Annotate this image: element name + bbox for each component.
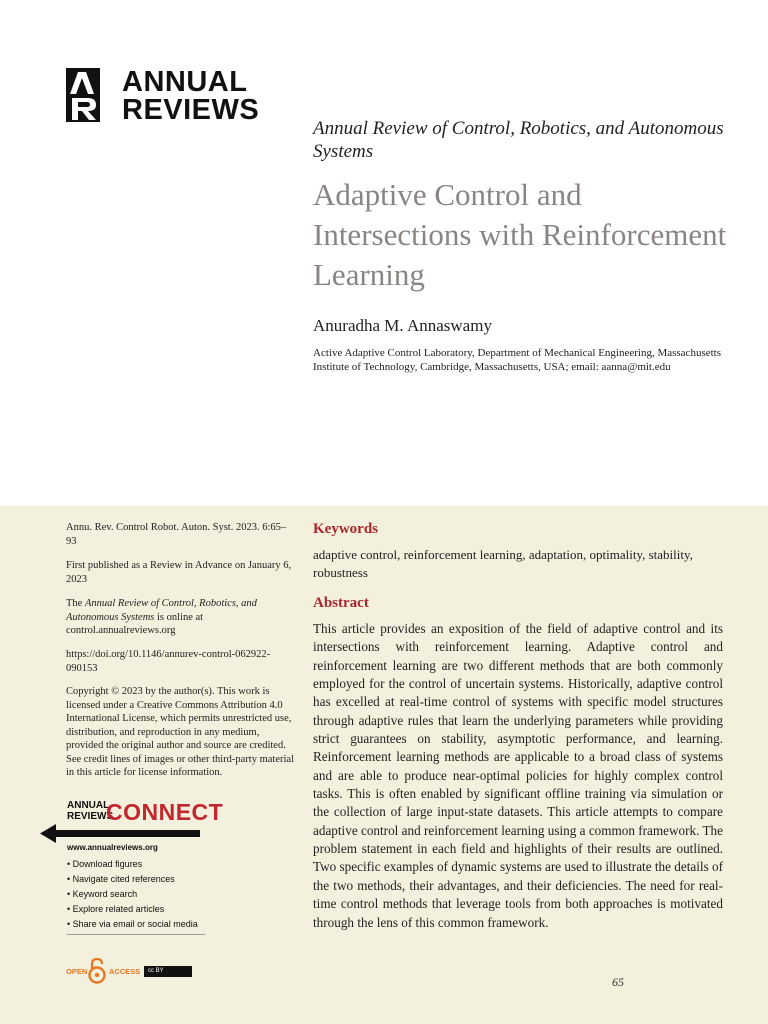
access-label: ACCESS	[109, 967, 141, 976]
online-prefix: The	[66, 598, 85, 609]
keywords-text: adaptive control, reinforcement learning, adaptation, optimality, stability, robustness	[313, 547, 693, 580]
abstract-heading: Abstract	[313, 595, 369, 611]
connect-logo-line1: ANNUAL	[67, 800, 110, 811]
doi-link[interactable]: https://doi.org/10.1146/annurev-control-062922-090153	[66, 649, 271, 674]
online-suffix: is online at control.annualreviews.org	[66, 611, 204, 636]
connect-feature-list	[67, 857, 198, 932]
logo-line-annual: ANNUAL	[122, 66, 248, 98]
citation-info: Annu. Rev. Control Robot. Auton. Syst. 2023. 6:65–93	[66, 522, 287, 547]
connect-feature-item: • Navigate cited references	[67, 874, 175, 884]
author-name: Anuradha M. Annaswamy	[313, 316, 492, 335]
first-published-info: First published as a Review in Advance on January 6, 2023	[66, 560, 292, 585]
author-affiliation: Active Adaptive Control Laboratory, Department of Mechanical Engineering, Massachusetts Institute of Technology, Cambridge, Massachusetts, USA; email: aanna@mit.edu	[313, 347, 721, 373]
ar-logo-icon	[66, 68, 100, 122]
connect-feature-item: • Keyword search	[67, 889, 138, 899]
connect-feature-item: • Explore related articles	[67, 904, 165, 914]
online-info	[66, 597, 296, 638]
journal-name: Annual Review of Control, Robotics, and Autonomous Systems	[313, 118, 724, 162]
open-access-badge	[66, 958, 206, 986]
annual-reviews-logo	[66, 68, 266, 126]
connect-divider	[67, 934, 205, 935]
logo-line-reviews: REVIEWS	[122, 94, 260, 126]
open-label: OPEN	[66, 967, 88, 976]
abstract-text: This article provides an exposition of the field of adaptive control and its intersections with reinforcement learning. Adaptive control and reinforcement learning are two different methods that are both commonly employed for the control of uncertain systems. Historically, adaptive control has excelled at real-time control of systems with specific model structures through adaptive rules that learn the underlying parameters while providing strict guarantees on stability, asymptotic performance, and learning. Reinforcement learning methods are applicable to a broad class of systems and are able to produce near-optimal policies for highly complex control tasks. This is often enabled by significant offline training via simulation or the collection of large input-state datasets. This article attempts to compare adaptive control and reinforcement learning using a common framework. The problem statement in each field and highlights of their results are outlined. Two specific examples of dynamic systems are used to illustrate the details of the two methods, their advantages, and their deficiencies. The need for real-time control methods that leverage tools from both approaches is motivated through the lens of this common framework.	[313, 621, 723, 930]
connect-feature-item: • Download figures	[67, 859, 143, 869]
copyright-notice: Copyright © 2023 by the author(s). This work is licensed under a Creative Commons Attribution 4.0 International License, which permits unrestricted use, distribution, and reproduction in any medium, provided the original author and source are credited. See credit lines of images or other third-party material in this article for license information.	[66, 686, 295, 778]
connect-word: CONNECT	[106, 799, 224, 825]
annual-reviews-connect	[40, 795, 224, 940]
connect-feature-item: • Share via email or social media	[67, 919, 198, 929]
connect-url[interactable]: www.annualreviews.org	[67, 843, 158, 852]
page-number: 65	[612, 975, 624, 989]
cc-by-license-icon: cc BY	[144, 966, 192, 977]
connect-logo-line2: REVIEWS	[67, 811, 114, 822]
keywords-heading: Keywords	[313, 521, 378, 537]
online-journal-name: Annual Review of Control, Robotics, and Autonomous Systems	[66, 598, 257, 623]
open-lock-icon	[88, 958, 106, 984]
article-title: Adaptive Control and Intersections with Reinforcement Learning	[313, 177, 727, 292]
arrow-left-icon	[40, 823, 200, 843]
